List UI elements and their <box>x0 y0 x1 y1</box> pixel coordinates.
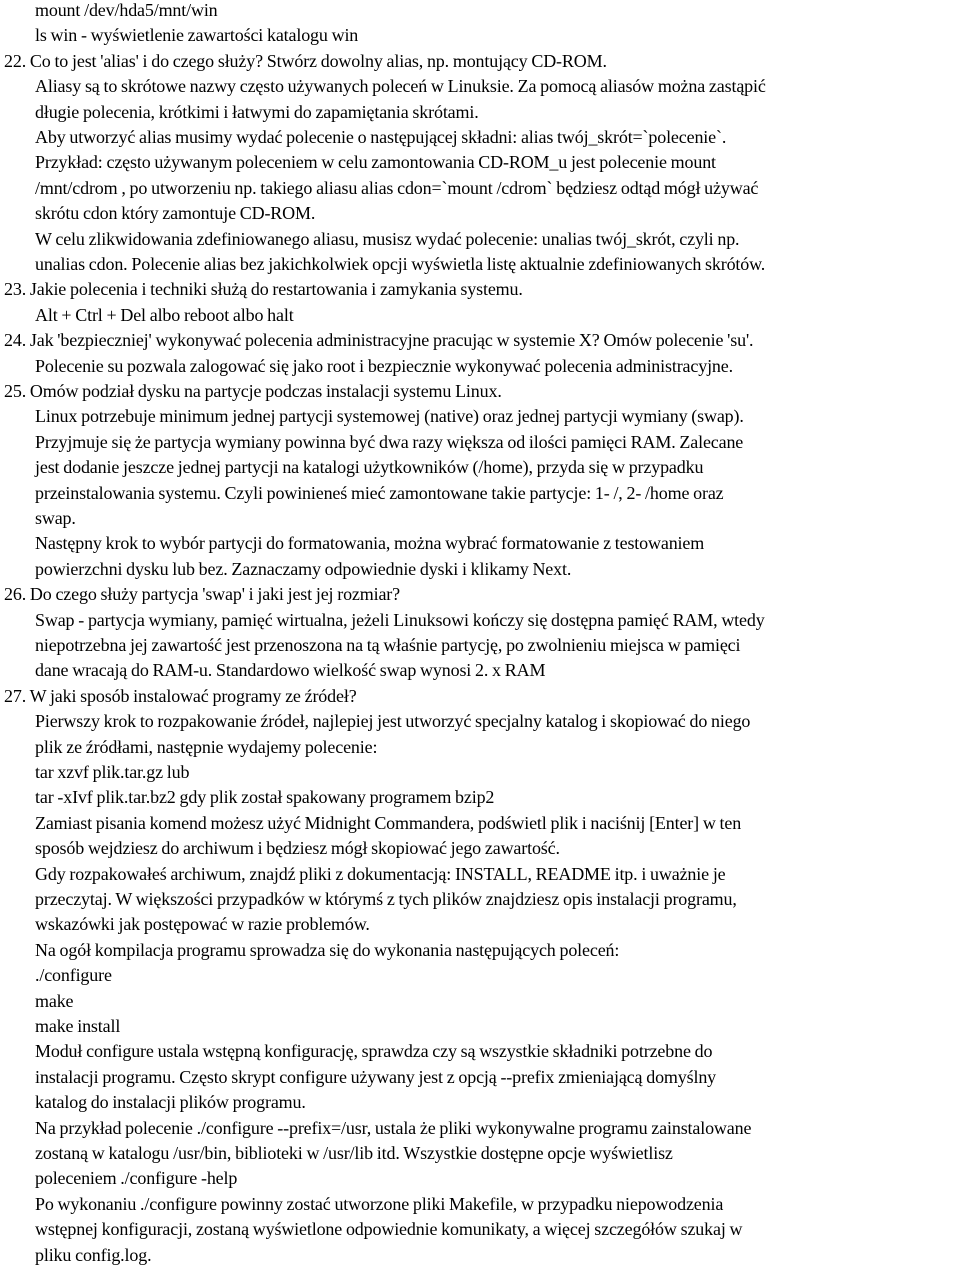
text-line: ./configure <box>35 965 112 986</box>
text-line: plik ze źródłami, następnie wydajemy polecenie: <box>35 736 378 757</box>
text-line: tar -xIvf plik.tar.bz2 gdy plik został spakowany programem bzip2 <box>35 787 495 808</box>
text-line: 24. Jak 'bezpieczniej' wykonywać polecenia administracyjne pracując w systemie X? Omów polecenie 'su'. <box>4 330 754 351</box>
text-line: jest dodanie jeszcze jednej partycji na katalogi użytkowników (/home), przyda się w przypadku <box>35 457 704 478</box>
text-line: Gdy rozpakowałeś archiwum, znajdź pliki z dokumentacją: INSTALL, README itp. i uważnie je <box>35 863 726 884</box>
text-line: Po wykonaniu ./configure powinny zostać utworzone pliki Makefile, w przypadku niepowodzenia <box>35 1193 724 1214</box>
text-line: Na ogół kompilacja programu sprowadza się do wykonania następujących poleceń: <box>35 939 620 960</box>
text-line: długie polecenia, krótkimi i łatwymi do zapamiętania skrótami. <box>35 101 479 122</box>
text-line: Aliasy są to skrótowe nazwy często używanych poleceń w Linuksie. Za pomocą aliasów można zastąpić <box>35 76 766 97</box>
text-line: niepotrzebna jej zawartość jest przenoszona na tą właśnie partycję, po zwolnieniu miejsca w pamięci <box>35 635 741 655</box>
text-line: poleceniem ./configure -help <box>35 1168 238 1189</box>
text-line: Przyjmuje się że partycja wymiany powinna być dwa razy większa od ilości pamięci RAM. Zalecane <box>35 431 744 452</box>
text-line: Na przykład polecenie ./configure --prefix=/usr, ustala że pliki wykonywalne programu zainstalowane <box>35 1117 752 1138</box>
text-line: 27. W jaki sposób instalować programy ze źródeł? <box>4 685 357 706</box>
text-line: Alt + Ctrl + Del albo reboot albo halt <box>35 304 294 325</box>
text-line: Następny krok to wybór partycji do formatowania, można wybrać formatowanie z testowaniem <box>35 533 705 554</box>
text-line: make <box>35 990 74 1011</box>
text-line: unalias cdon. Polecenie alias bez jakichkolwiek opcji wyświetla listę aktualnie zdefiniowanych skrótów. <box>35 254 766 274</box>
text-line: sposób wejdziesz do archiwum i będziesz mógł skopiować jego zawartość. <box>35 838 560 859</box>
text-line: 23. Jakie polecenia i techniki służą do restartowania i zamykania systemu. <box>4 279 523 300</box>
text-line: 26. Do czego służy partycja 'swap' i jaki jest jej rozmiar? <box>4 584 400 605</box>
text-line: wskazówki jak postępować w razie problemów. <box>35 914 370 935</box>
text-line: skrótu cdon który zamontuje CD-ROM. <box>35 203 316 224</box>
text-line: make install <box>35 1016 121 1036</box>
text-line: zostaną w katalogu /usr/bin, biblioteki w /usr/lib itd. Wszystkie dostępne opcje wyświetlisz <box>35 1143 673 1163</box>
text-line: instalacji programu. Często skrypt configure używany jest z opcją --prefix zmieniającą domyślny <box>35 1066 717 1087</box>
text-line: tar xzvf plik.tar.gz lub <box>35 762 190 782</box>
text-line: powierzchni dysku lub bez. Zaznaczamy odpowiednie dyski i klikamy Next. <box>35 558 572 579</box>
text-line: Swap - partycja wymiany, pamięć wirtualna, jeżeli Linuksowi kończy się dostępna pamięć RAM, wtedy <box>35 609 765 630</box>
text-line: Aby utworzyć alias musimy wydać polecenie o następującej składni: alias twój_skrót=`polecenie`. <box>35 127 727 147</box>
text-line: katalog do instalacji plików programu. <box>35 1092 306 1113</box>
text-line: Linux potrzebuje minimum jednej partycji systemowej (native) oraz jednej partycji wymiany (swap). <box>35 406 744 427</box>
text-line: dane wracają do RAM-u. Standardowo wielkość swap wynosi 2. x RAM <box>35 660 546 681</box>
text-line: Zamiast pisania komend możesz użyć Midnight Commandera, podświetl plik i naciśnij [Enter] w ten <box>35 812 742 833</box>
text-line: ls win - wyświetlenie zawartości katalogu win <box>35 25 359 46</box>
text-line: W celu zlikwidowania zdefiniowanego aliasu, musisz wydać polecenie: unalias twój_skrót, czyli np. <box>35 228 740 249</box>
text-line: Pierwszy krok to rozpakowanie źródeł, najlepiej jest utworzyć specjalny katalog i skopiować do niego <box>35 711 751 732</box>
text-line: pliku config.log. <box>35 1244 152 1265</box>
text-line: Przykład: często używanym poleceniem w celu zamontowania CD-ROM_u jest polecenie mount <box>35 152 716 173</box>
text-line: Moduł configure ustala wstępną konfigurację, sprawdza czy są wszystkie składniki potrzebne do <box>35 1041 713 1062</box>
text-line: przeczytaj. W większości przypadków w którymś z tych plików znajdziesz opis instalacji programu, <box>35 889 737 909</box>
text-line: /mnt/cdrom , po utworzeniu np. takiego aliasu alias cdon=`mount /cdrom` będziesz odtąd mógł używać <box>35 177 759 198</box>
text-line: 22. Co to jest 'alias' i do czego służy? Stwórz dowolny alias, np. montujący CD-ROM. <box>4 50 607 71</box>
text-line: mount /dev/hda5/mnt/win <box>35 0 218 20</box>
text-line: wstępnej konfiguracji, zostaną wyświetlone odpowiednie komunikaty, a więcej szczegółów szukaj w <box>35 1219 743 1240</box>
text-line: 25. Omów podział dysku na partycje podczas instalacji systemu Linux. <box>4 381 502 401</box>
text-line: przeinstalowania systemu. Czyli powinieneś mieć zamontowane takie partycje: 1- /, 2- /home oraz <box>35 482 724 503</box>
text-line: Polecenie su pozwala zalogować się jako root i bezpiecznie wykonywać polecenia administracyjne. <box>35 355 733 376</box>
text-line: swap. <box>35 508 76 528</box>
